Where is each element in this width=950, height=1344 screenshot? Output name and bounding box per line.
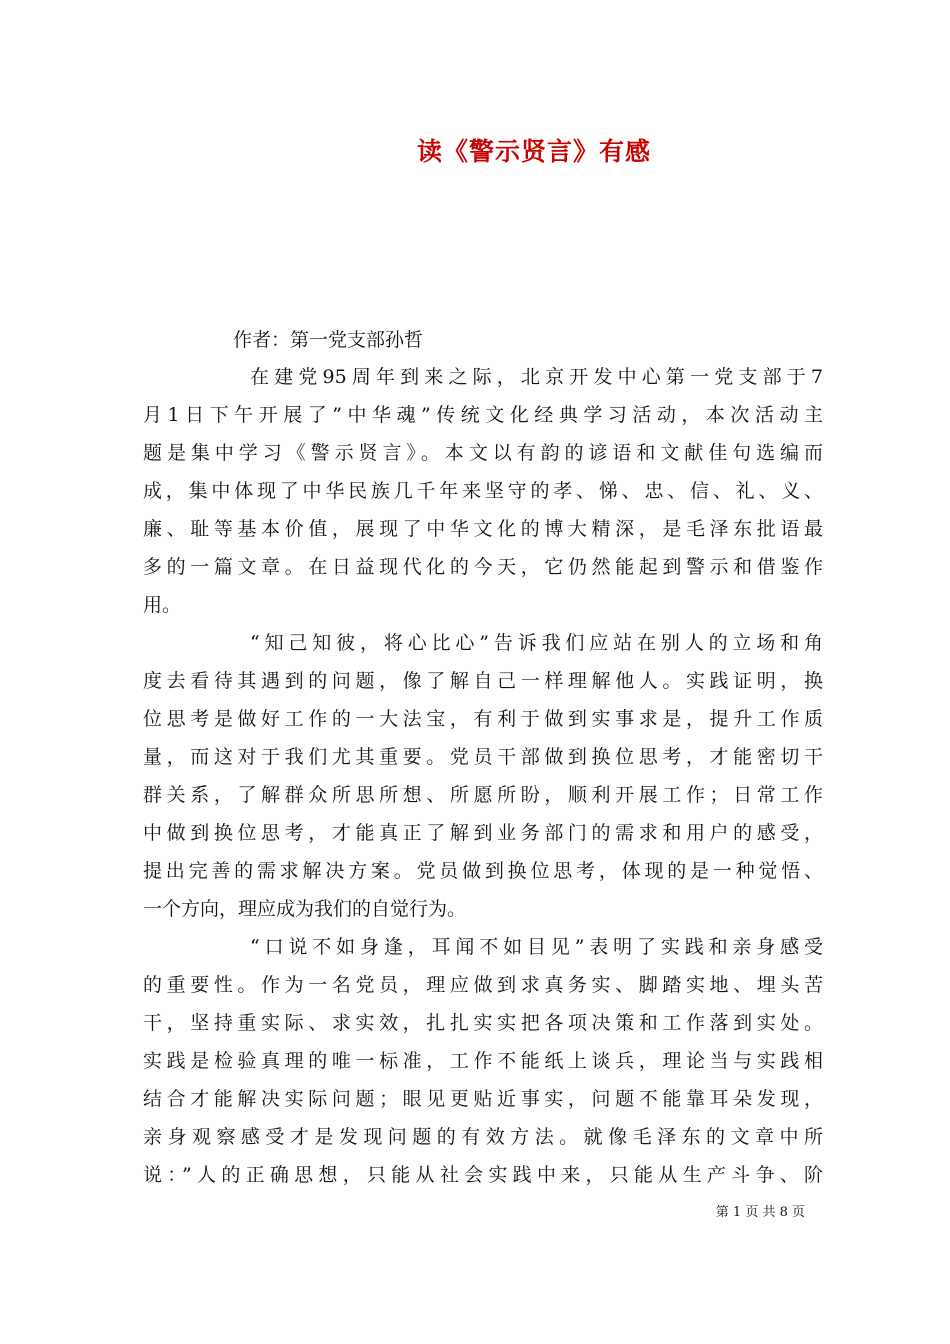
text-line: 干，坚持重实际、求实效，扎扎实实把各项决策和工作落到实处。 <box>143 1012 823 1034</box>
text-line: 亲身观察感受才是发现问题的有效方法。就像毛泽东的文章中所 <box>143 1126 823 1148</box>
document-title: 读《警示贤言》有感 <box>416 137 651 166</box>
text-line: 实践是检验真理的唯一标准，工作不能纸上谈兵，理论当与实践相 <box>143 1050 823 1072</box>
text-line: 成，集中体现了中华民族几千年来坚守的孝、悌、忠、信、礼、义、 <box>143 480 823 502</box>
text-line: 廉、耻等基本价值，展现了中华文化的博大精深，是毛泽东批语最 <box>143 518 823 540</box>
text-line: 多的一篇文章。在日益现代化的今天，它仍然能起到警示和借鉴作 <box>143 556 823 578</box>
text-line: 题是集中学习《警示贤言》。本文以有韵的谚语和文献佳句选编而 <box>143 442 823 464</box>
text-line: 中做到换位思考，才能真正了解到业务部门的需求和用户的感受， <box>143 822 823 844</box>
text-line: 提出完善的需求解决方案。党员做到换位思考，体现的是一种觉悟、 <box>143 860 823 882</box>
text-line: “口说不如身逢，耳闻不如目见”表明了实践和亲身感受 <box>250 936 823 958</box>
text-line: 位思考是做好工作的一大法宝，有利于做到实事求是，提升工作质 <box>143 708 823 730</box>
text-line: 说：”人的正确思想，只能从社会实践中来，只能从生产斗争、阶 <box>143 1164 823 1186</box>
text-line: 群关系，了解群众所思所想、所愿所盼，顺利开展工作；日常工作 <box>143 784 823 806</box>
text-line: 结合才能解决实际问题；眼见更贴近事实，问题不能靠耳朵发现， <box>143 1088 823 1110</box>
text-line: 度去看待其遇到的问题，像了解自己一样理解他人。实践证明，换 <box>143 670 823 692</box>
text-line: 月1日下午开展了”中华魂”传统文化经典学习活动，本次活动主 <box>143 404 823 426</box>
text-line: 在建党95周年到来之际，北京开发中心第一党支部于7 <box>250 366 823 388</box>
text-line: “知己知彼，将心比心”告诉我们应站在别人的立场和角 <box>250 632 823 654</box>
text-line: 一个方向，理应成为我们的自觉行为。 <box>143 898 467 920</box>
text-line: 用。 <box>143 594 182 616</box>
page-number: 第 1 页 共 8 页 <box>715 1205 805 1220</box>
text-line: 的重要性。作为一名党员，理应做到求真务实、脚踏实地、埋头苦 <box>143 974 823 996</box>
author-line: 作者：第一党支部孙哲 <box>233 329 424 351</box>
text-line: 量，而这对于我们尤其重要。党员干部做到换位思考，才能密切干 <box>143 746 823 768</box>
